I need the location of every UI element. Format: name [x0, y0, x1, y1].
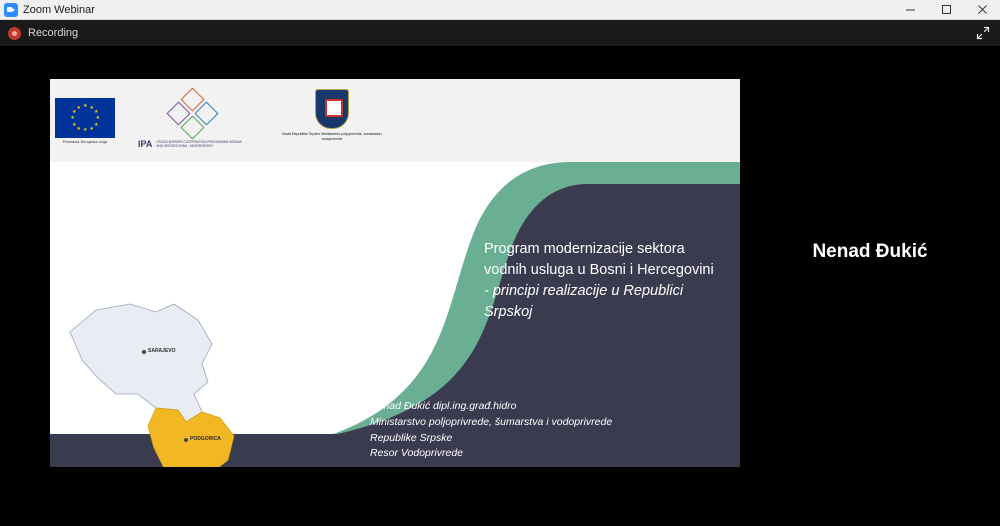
slide-credit-line: Nenad Đukić dipl.ing.građ.hidro [370, 400, 517, 412]
eu-logo [55, 98, 115, 144]
expand-icon[interactable] [966, 20, 1000, 46]
close-icon[interactable] [964, 0, 1000, 20]
slide-credit-line: Resor Vodoprivrede [370, 447, 463, 460]
minimize-icon[interactable] [892, 0, 928, 20]
slide-title [484, 239, 734, 323]
slide-logo-strip [50, 79, 740, 162]
map-graphic [52, 290, 277, 467]
slide-title-line: Srpskoj [484, 304, 533, 321]
record-dot-icon [8, 27, 21, 40]
map-label: SARAJEVO [148, 348, 176, 354]
european-union-flag-icon: ★ ★ ★ ★ ★ ★ ★ ★ ★ ★ ★ ★ [55, 98, 115, 138]
maximize-icon[interactable] [928, 0, 964, 20]
coat-of-arms-icon [315, 89, 349, 129]
slide-body [50, 162, 740, 467]
slide-credit-line: Republike Srpske [370, 431, 453, 444]
ipa-acronym: IPA [138, 139, 153, 149]
ipa-logo [138, 91, 248, 149]
slide-title-line: vodnih usluga u Bosni i Hercegovini [484, 262, 714, 279]
slide-title-line: - principi realizacije u Republici [484, 283, 684, 300]
ministry-logo [272, 89, 392, 143]
ipa-caption: CROSS-BORDER COOPERATION PROGRAMME BOSNIA AND HERZEGOVINA - MONTENEGRO [156, 139, 242, 148]
recording-status-label: Recording [28, 27, 79, 39]
presentation-slide [50, 79, 740, 467]
ministry-logo-caption: Vlada Republike Srpske Ministarstvo poljoprivrede, šumarstva i vodoprivrede [281, 132, 383, 142]
slide-credit-line: Ministarstvo poljoprivrede, šumarstva i vodoprivrede [370, 415, 613, 428]
slide-title-line: Program modernizacije sektora [484, 241, 685, 257]
recording-bar [0, 20, 1000, 46]
window-title: Zoom Webinar [23, 3, 95, 16]
map-label: PODGORICA [190, 436, 221, 442]
eu-logo-caption: Finansira Evropska unija [62, 140, 108, 144]
ipa-diamond-icon [170, 91, 216, 137]
zoom-icon [4, 3, 18, 17]
participant-tile[interactable] [740, 46, 1000, 526]
participant-name: Nenad Đukić [812, 241, 928, 262]
slide-credit [370, 399, 710, 462]
shared-screen-area[interactable] [50, 57, 740, 489]
meeting-stage [0, 46, 1000, 526]
title-bar [0, 0, 1000, 20]
